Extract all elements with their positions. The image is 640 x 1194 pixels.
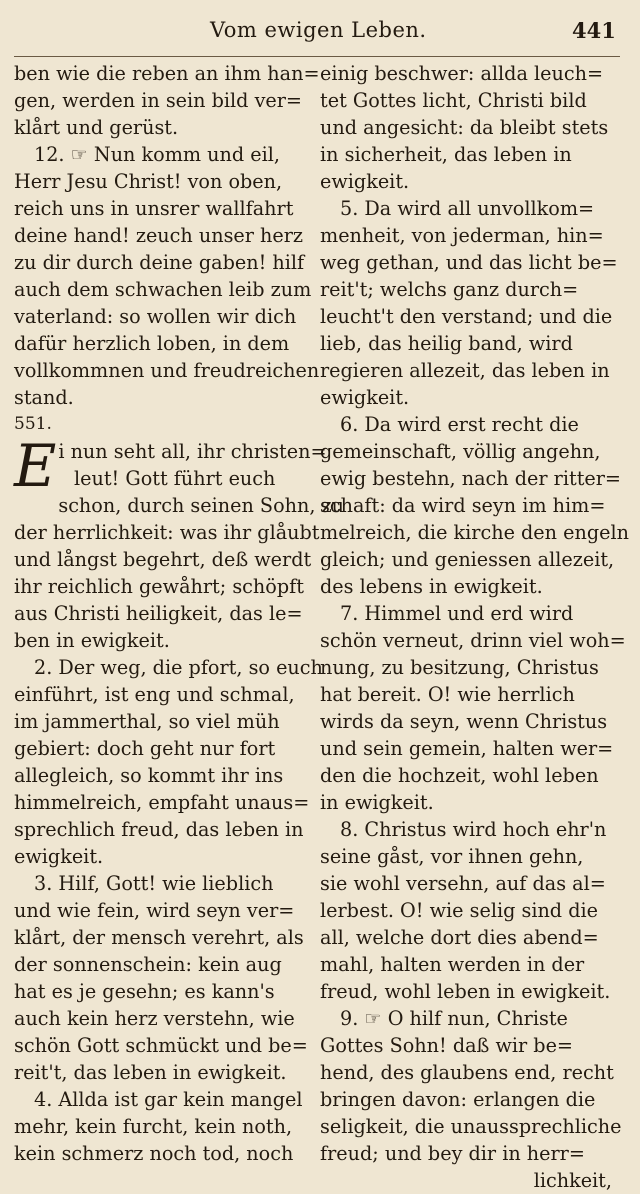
text-line: himmelreich, empfaht unaus= <box>14 791 310 814</box>
text-line: den die hochzeit, wohl leben <box>320 764 599 787</box>
text-line: seligkeit, die unaussprechliche <box>320 1115 622 1138</box>
stanza-first-line: 6. Da wird erst recht die <box>340 413 579 436</box>
text-line: leucht't den verstand; und die <box>320 305 613 328</box>
stanza-2 <box>14 654 323 870</box>
text-line: all, welche dort dies abend= <box>320 926 599 949</box>
text-line: klårt und gerüst. <box>14 116 179 139</box>
text-line: einig beschwer: allda leuch= <box>320 62 604 85</box>
text-line: freud; und bey dir in herr= <box>320 1142 585 1165</box>
text-line: des lebens in ewigkeit. <box>320 575 543 598</box>
text-line: schön Gott schmückt und be= <box>14 1034 308 1057</box>
text-line: Gottes Sohn! daß wir be= <box>320 1034 574 1057</box>
text-line: gebiert: doch geht nur fort <box>14 737 276 760</box>
text-line: einführt, ist eng und schmal, <box>14 683 295 706</box>
last-line: lichkeit, <box>533 1169 612 1192</box>
text-line: ewigkeit. <box>320 170 410 193</box>
text-line: stand. <box>14 386 74 409</box>
text-line: und wie fein, wird seyn ver= <box>14 899 295 922</box>
text-line: ihr reichlich gewåhrt; schöpft <box>14 575 304 598</box>
hymn-number: 551. <box>14 414 52 434</box>
text-line: ewigkeit. <box>320 386 410 409</box>
text-line: gen, werden in sein bild ver= <box>14 89 303 112</box>
text-line: reit't; welchs ganz durch= <box>320 278 579 301</box>
running-title: Vom ewigen Leben. <box>210 18 427 42</box>
text-line: auch kein herz verstehn, wie <box>14 1007 295 1030</box>
text-line: der sonnenschein: kein aug <box>14 953 282 976</box>
stanza-first-line: 2. Der weg, die pfort, so euch <box>34 656 323 679</box>
text-line: hend, des glaubens end, recht <box>320 1061 614 1084</box>
text-line: ben wie die reben an ihm han= <box>14 62 320 85</box>
left-column <box>14 60 345 1167</box>
stanza-8 <box>320 816 612 1005</box>
text-line: und sein gemein, halten wer= <box>320 737 614 760</box>
stanza-4 <box>14 1086 306 1167</box>
text-line: seine gåst, vor ihnen gehn, <box>320 845 584 868</box>
text-line: nung, zu besitzung, Christus <box>320 656 599 679</box>
continuation-text <box>14 60 320 141</box>
text-line: vaterland: so wollen wir dich <box>14 305 297 328</box>
stanza-3 <box>14 870 306 1086</box>
stanza-first-line: 3. Hilf, Gott! wie lieblich <box>34 872 274 895</box>
text-line: gleich; und geniessen allezeit, <box>320 548 615 571</box>
text-line: sie wohl versehn, auf das al= <box>320 872 606 895</box>
text-line: schön verneut, drinn viel woh= <box>320 629 626 652</box>
text-line: dafür herzlich loben, in dem <box>14 332 290 355</box>
text-line: ewig bestehn, nach der ritter= <box>320 467 622 490</box>
text-line: und angesicht: da bleibt stets <box>320 116 609 139</box>
stanza-7 <box>320 600 626 816</box>
text-line: auch dem schwachen leib zum <box>14 278 312 301</box>
page-number: 441 <box>572 18 616 43</box>
text-line: deine hand! zeuch unser herz <box>14 224 304 247</box>
text-line: tet Gottes licht, Christi bild <box>320 89 587 112</box>
text-line: freud, wohl leben in ewigkeit. <box>320 980 611 1003</box>
text-line: Herr Jesu Christ! von oben, <box>14 170 283 193</box>
text-line: leut! Gott führt euch <box>74 467 276 490</box>
text-line: lerbest. O! wie selig sind die <box>320 899 598 922</box>
stanza-6 <box>320 411 629 600</box>
stanza-first-line: 12. ☞ Nun komm und eil, <box>34 143 281 166</box>
text-line: ben in ewigkeit. <box>14 629 170 652</box>
text-line: aus Christi heiligkeit, das le= <box>14 602 303 625</box>
text-line: wirds da seyn, wenn Christus <box>320 710 608 733</box>
text-line: reit't, das leben in ewigkeit. <box>14 1061 287 1084</box>
text-line: kein schmerz noch tod, noch <box>14 1142 294 1165</box>
text-line: mahl, halten werden in der <box>320 953 585 976</box>
text-line: mehr, kein furcht, kein noth, <box>14 1115 293 1138</box>
drop-cap: E <box>14 432 57 500</box>
text-line: lieb, das heilig band, wird <box>320 332 573 355</box>
text-line: im jammerthal, so viel müh <box>14 710 280 733</box>
header-rule <box>14 56 620 57</box>
text-line: sprechlich freud, das leben in <box>14 818 304 841</box>
text-line: allegleich, so kommt ihr ins <box>14 764 284 787</box>
stanza-5 <box>320 195 618 411</box>
text-line: weg gethan, und das licht be= <box>320 251 618 274</box>
text-line: in ewigkeit. <box>320 791 434 814</box>
text-line: und långst begehrt, deß werdt <box>14 548 312 571</box>
text-line: gemeinschaft, völlig angehn, <box>320 440 601 463</box>
right-column <box>320 60 629 1194</box>
text-line: i nun seht all, ihr christen= <box>58 440 327 463</box>
text-line: ewigkeit. <box>14 845 104 868</box>
text-line: klårt, der mensch verehrt, als <box>14 926 304 949</box>
text-line: regieren allezeit, das leben in <box>320 359 610 382</box>
stanza-12 <box>14 141 320 411</box>
running-header <box>0 14 640 54</box>
text-line: der herrlichkeit: was ihr glåubt <box>14 521 320 544</box>
text-line: schon, durch seinen Sohn, zu <box>58 494 345 517</box>
stanza-first-line: 7. Himmel und erd wird <box>340 602 574 625</box>
text-line: schaft: da wird seyn im him= <box>320 494 606 517</box>
continuation-text <box>320 60 612 195</box>
stanza-first-line: 8. Christus wird hoch ehr'n <box>340 818 607 841</box>
text-line: melreich, die kirche den engeln <box>320 521 629 544</box>
text-line: hat es je gesehn; es kann's <box>14 980 275 1003</box>
stanza-1 <box>14 432 345 654</box>
stanza-9 <box>320 1005 622 1194</box>
stanza-first-line: 9. ☞ O hilf nun, Christe <box>340 1007 568 1030</box>
text-line: reich uns in unsrer wallfahrt <box>14 197 294 220</box>
text-line: zu dir durch deine gaben! hilf <box>14 251 305 274</box>
stanza-first-line: 5. Da wird all unvollkom= <box>340 197 595 220</box>
text-line: menheit, von jederman, hin= <box>320 224 604 247</box>
stanza-first-line: 4. Allda ist gar kein mangel <box>34 1088 303 1111</box>
text-line: bringen davon: erlangen die <box>320 1088 596 1111</box>
text-line: in sicherheit, das leben in <box>320 143 572 166</box>
text-line: hat bereit. O! wie herrlich <box>320 683 575 706</box>
text-line: vollkommnen und freudreichen <box>14 359 320 382</box>
